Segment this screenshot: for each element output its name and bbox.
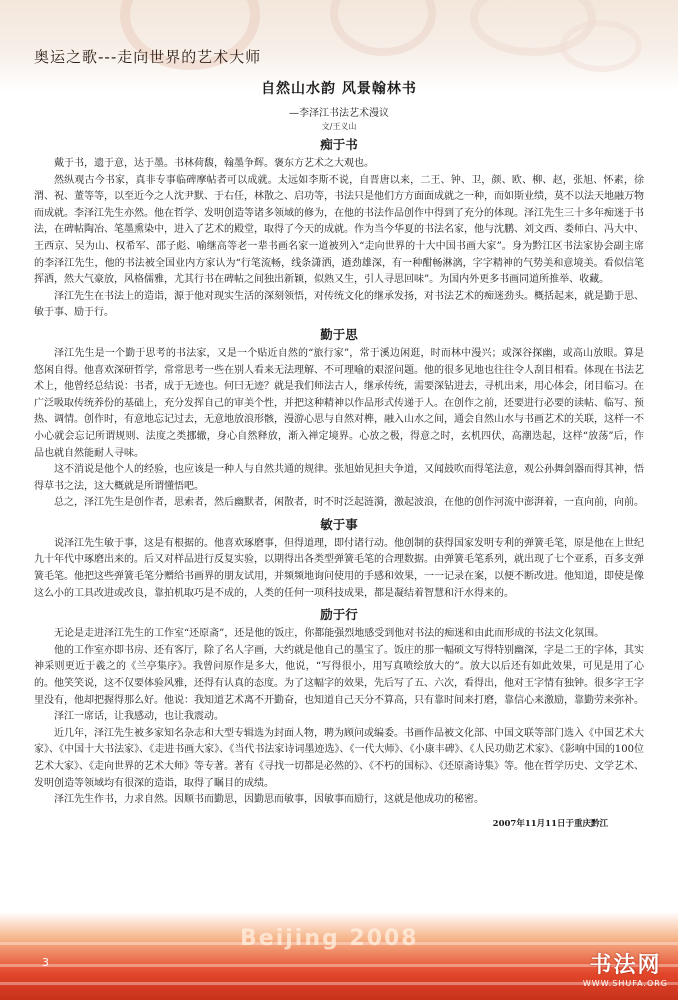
site-watermark — [583, 948, 668, 988]
header-title: 奥运之歌---走向世界的艺术大师 — [34, 48, 262, 66]
page-number: 3 — [42, 956, 49, 969]
paragraph: 总之，泽江先生是创作者，思索者，然后幽默者，闲散者，时不时泛起涟漪，激起波浪，在他的创作河流中澎湃着，一直向前，向前。 — [54, 497, 644, 509]
paragraph: 戴于书，遗于意，达于墨。书林荷馥，翰墨争辉。褒东方艺术之大观也。 — [54, 158, 374, 169]
byline: 文/王义山 — [321, 122, 357, 131]
paragraph: 泽江先生是一个勤于思考的书法家，又是一个贴近自然的“旅行家”，常于溪边闲逛，时而林中漫兴；或深谷探幽，或高山放眼。算是悠闲自得。他喜欢深研哲学，常常思考一些在别人看来无法理解、不可理喻的艰涩问题。他的很多见地也往往令人刮目相看。体现在书法艺术上，他曾经总结说：书者，成于无迹也。何曰无迹？就是我们师法古人，继承传统，需要深钻进去，寻机出来，用心体会，闭目临习。在广泛吸取传统养份的基础上，充分发挥自己的审美个性，并把这种精神以作品形式传递于人。在创作之前，还要进行必要的读帖、临写、预热、调情。创作时，有意地忘记过去，无意地放浪形骸，漫游心思与自然对榫，融入山水之间，通会自然山水与书画艺术的关联，这样一不小心就会忘记所谓规则、法度之类挪辙，身心自然释放，渐入禅定境界。心放之极，得意之时，玄机四伏，高潮迭起，这样“放荡”后，作品也就自然能耐人寻味。 — [34, 347, 644, 459]
paragraph: 无论是走进泽江先生的工作室“还原斋”，还是他的饭庄，你都能强烈地感受到他对书法的痴迷和由此而形成的书法文化氛围。 — [54, 628, 605, 640]
footer-banner — [0, 912, 678, 1000]
paragraph: 然纵观古今书家，真非专事临碑摩帖者可以成就。太远如李斯不说，自晋唐以来，二王、钟、卫，颜、欧、柳、赵，张旭、怀素，徐渭、祝、董等等，以至近今之人沈尹默、于右任，林散之、启功等，书法只是他们方方面面成就之一种，而如斯业绩，莫不以法天地融万物而成就。李泽江先生亦然。他在哲学、发明创造等诸多领域的修为，在他的书法作品创作中得到了充分的体现。泽江先生三十多年痴迷于书法，在碑帖陶冶、笔墨熏染中，进入了艺术的殿堂，取得了今天的成就。作为当今华夏的书法名家，他与沈鹏、刘文西、娄师白、冯大中、王西京、吴为山、权希军、邵子彪、喻继高等老一辈书画名家一道被列入“走向世界的十大中国书画大家”。身为黔江区书法家协会副主席的李泽江先生，他的书法被全国业内方家认为“行笔流畅，线条潇洒，遒劲雄深，有一种酣畅淋漓，字字精神的气势美和意境美。看似信笔挥洒，然大气豪放，风格儒雅，尤其行书在碑帖之间独出新颖，似熟又生，引人寻思回味”。为国内外更多书画同道所推举、收藏。 — [34, 174, 644, 286]
signature-date: 2007年11月11日于重庆黔江 — [492, 818, 608, 829]
article-title: 自然山水韵 风景翰林书 — [261, 81, 417, 97]
paragraph: 泽江先生作书，力求自然。因顺书而勤思，因勤思而敏事，因敏事而励行，这就是他成功的秘密。 — [54, 794, 484, 806]
section-heading: 敏于事 — [320, 516, 358, 532]
decor-stripe — [0, 964, 678, 967]
footer-slogan: Beijing 2008 — [240, 926, 419, 951]
watermark-url: WWW.SHUFA.ORG — [582, 979, 668, 988]
section-heading: 励于行 — [320, 607, 358, 623]
article-subtitle: —李泽江书法艺术漫议 — [289, 108, 389, 119]
decor-stripe — [0, 982, 678, 985]
article — [34, 78, 644, 829]
paragraph: 近几年，泽江先生被多家知名杂志和大型专辑选为封面人物，聘为顾问或编委。书画作品被文化部、中国文联等部门选入《中国艺术大家》、《中国十大书法家》、《走进书画大家》、《当代书法家诗词墨迹选》、《一代大师》、《小康丰碑》、《人民功勋艺术家》、《影响中国的100位艺术大家》、《走向世界的艺术大师》等专著。著有《寻找一切都是必然的》、《不朽的国标》、《还原斋诗集》等。他在哲学历史、文学艺术、发明创造等领域均有很深的造诣，取得了瞩目的成绩。 — [34, 727, 644, 789]
paragraph: 泽江一席话，让我感动，也让我震动。 — [54, 711, 224, 723]
section-heading: 痴于书 — [320, 137, 358, 152]
decor-swirl — [560, 20, 642, 72]
decor-swirl — [330, 0, 436, 56]
section-heading: 勤于思 — [320, 326, 358, 342]
paragraph: 泽江先生在书法上的造诣，源于他对现实生活的深刻领悟，对传统文化的继承发扬，对书法艺术的痴迷劲头。概括起来，就是勤于思、敏于事、励于行。 — [34, 290, 644, 319]
paragraph: 说泽江先生敏于事，这是有根据的。他喜欢琢磨事，但得道理，即付诸行动。他创制的获得国家发明专利的弹簧毛笔，原是他在上世纪九十年代中琢磨出来的。后又对样品进行反复实验，以期得出各类型弹簧毛笔的合理数据。由弹簧毛笔系列，就出现了七个亚系，百多支弹簧毛笔。他把这些弹簧毛笔分赠给书画界的朋友试用，并频频地询问使用的手感和效果，一一记录在案，以便不断改进。他知道，即使是像这么小的工具改进或改良，靠拍机取巧是不成的，人类的任何一项科技成果，都是凝结着智慧和汗水得来的。 — [34, 537, 644, 599]
watermark-text: 书法网 — [589, 953, 662, 978]
paragraph: 这不消说是他个人的经验，也应该是一种人与自然共通的规律。张旭始见担夫争道，又闻鼓吹而得笔法意，观公孙舞剑器而得其神，悟得草书之法，这大概就是所谓懂悟吧。 — [34, 464, 644, 492]
paragraph: 他的工作室亦即书房、还有客厅，除了名人字画，大约就是他自己的墨宝了。饭庄的那一幅硕文写得特别幽深，字是二王的字体，其实神采则更近于羲之的《兰亭集序》。我曾问原作是多大，他说，“写得很小，用写真喷绘放大的”。放大以后还有如此效果，可见是用了心的。他笑笑说，这不仅要体验风雅，还得有认真的态度。为了这幅字的效果，先后写了五、六次，看得出，他对王字情有独钟。很多字王字里没有，他却把握得那么好。他说：我知道艺术离不开勤奋，也知道自己天分不算高，只有靠时间来打磨，靠信心来激励，靠勤劳来弥补。 — [34, 644, 644, 706]
